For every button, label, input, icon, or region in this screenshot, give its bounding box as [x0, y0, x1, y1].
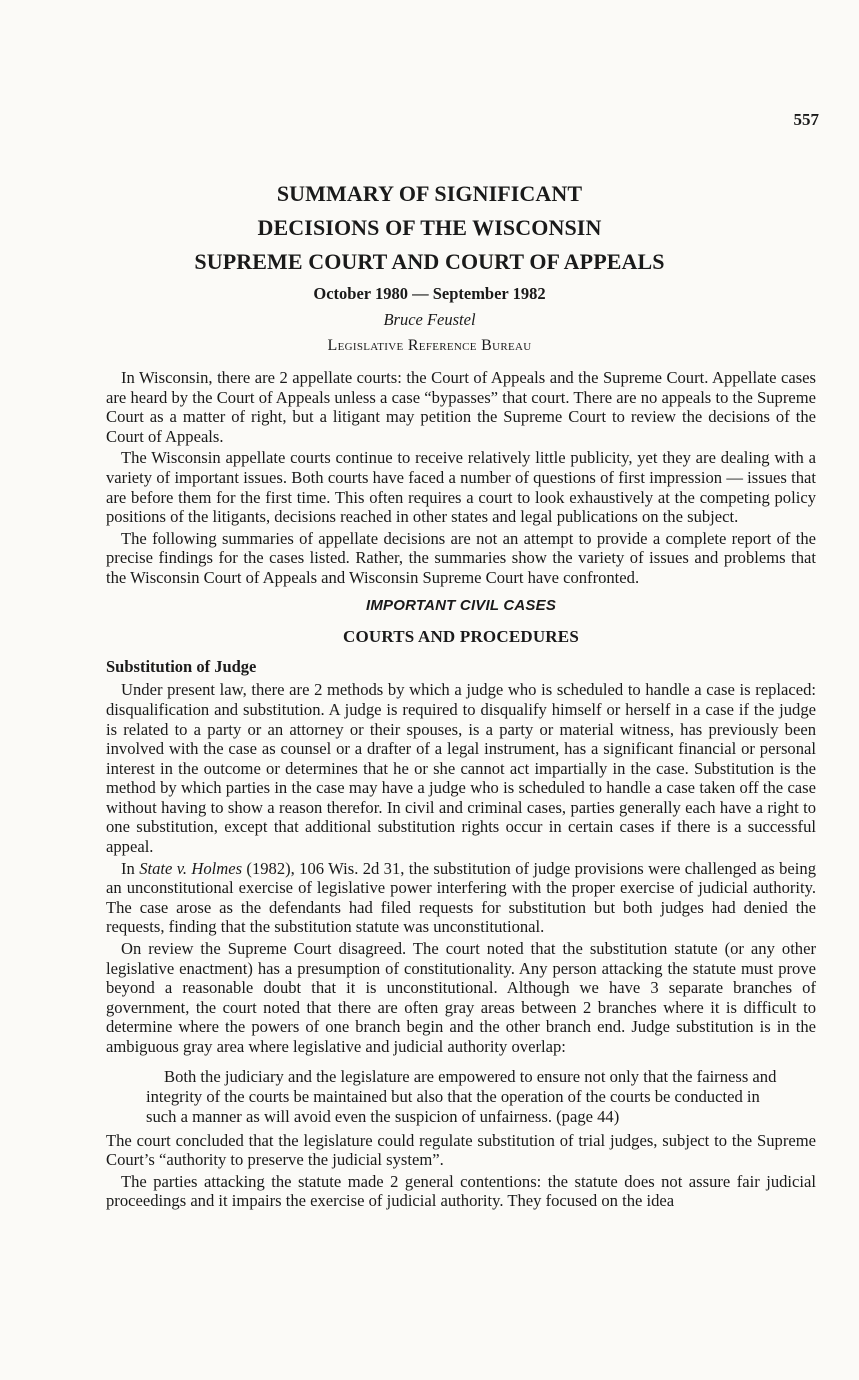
article-title-line-3: SUPREME COURT AND COURT OF APPEALS [194, 249, 665, 274]
article-header [0, 177, 859, 359]
article-body [106, 368, 816, 1213]
substitution-paragraph: Under present law, there are 2 methods by which a judge who is scheduled to handle a case is replaced: disqualification and substitution. A judge is required to disqualify himself or herself in a case if the judge is related to a party or an attorney or their spouses, is a party or material witness, has previously been involved with the case as counsel or a drafter of a legal instrument, has a significant financial or personal interest in the outcome or determines that he or she cannot act impartially in the case. Substitution is the method by which parties in the case may have a judge who is scheduled to handle a case taken off the case without having to show a reason therefor. In civil and criminal cases, parties generally each have a right to one substitution, except that additional substitution rights occur in certain cases if there is a successful appeal. [106, 680, 816, 857]
block-quote: Both the judiciary and the legislature are empowered to ensure not only that the fairness and integrity of the courts be maintained but also that the operation of the courts be conducted in such a manner as will avoid even the suspicion of unfairness. (page 44) [146, 1066, 777, 1126]
bureau: Legislative Reference Bureau [327, 337, 532, 354]
holmes-paragraph [106, 859, 816, 937]
review-paragraph: On review the Supreme Court disagreed. The court noted that the substitution statute (or any other legislative enactment) has a presumption of constitutionality. Any person attacking the statute must prove beyond a reasonable doubt that it is unconstitutional. Although we have 3 separate branches of government, the court noted that there are often gray areas between 2 branches where it is difficult to determine where the powers of one branch begin and the other branch end. Judge substitution is in the ambiguous gray area where legislative and judicial authority overlap: [106, 939, 816, 1056]
subheading-substitution: Substitution of Judge [106, 656, 257, 676]
intro-paragraph: The following summaries of appellate decisions are not an attempt to provide a complete report of the precise findings for the cases listed. Rather, the summaries show the variety of issues and problems that the Wisconsin Court of Appeals and Wisconsin Supreme Court have confronted. [106, 528, 816, 587]
section-heading-courts: COURTS AND PROCEDURES [343, 627, 579, 647]
intro-paragraph: In Wisconsin, there are 2 appellate courts: the Court of Appeals and the Supreme Court. Appellate cases are heard by the Court of Appeals unless a case “bypasses” that court. There are no appeals to the Supreme Court as a matter of right, but a litigant may petition the Supreme Court to review the decisions of the Court of Appeals. [106, 368, 816, 446]
page-number: 557 [793, 110, 819, 129]
date-range: October 1980 — September 1982 [313, 284, 546, 303]
holmes-rest: (1982), 106 Wis. 2d 31, the substitution of judge provisions were challenged as being an unconstitutional exercise of legislative power interfering with the proper exercise of judicial authority. The case arose as the defendants had filed requests for substitution but both judges had denied the requests, finding that the substitution statute was unconstitutional. [106, 858, 816, 937]
case-name: State v. Holmes [139, 858, 243, 878]
article-title-line-1: SUMMARY OF SIGNIFICANT [276, 181, 583, 206]
section-heading-civil: IMPORTANT CIVIL CASES [365, 596, 557, 614]
author: Bruce Feustel [383, 310, 476, 329]
article-title-line-2: DECISIONS OF THE WISCONSIN [257, 215, 602, 240]
intro-paragraph: The Wisconsin appellate courts continue to receive relatively little publicity, yet they are dealing with a variety of important issues. Both courts have faced a number of questions of first impression — issues that are before them for the first time. This often requires a court to look exhaustively at the competing policy positions of the litigants, decisions reached in other states and legal publications on the subject. [106, 448, 816, 527]
conclusion-paragraph: The court concluded that the legislature could regulate substitution of trial judges, subject to the Supreme Court’s “authority to preserve the judicial system”. [106, 1130, 816, 1170]
final-paragraph: The parties attacking the statute made 2 general contentions: the statute does not assure fair judicial proceedings and it impairs the exercise of judicial authority. They focused on the idea [106, 1171, 816, 1211]
holmes-prefix: In [121, 858, 140, 878]
